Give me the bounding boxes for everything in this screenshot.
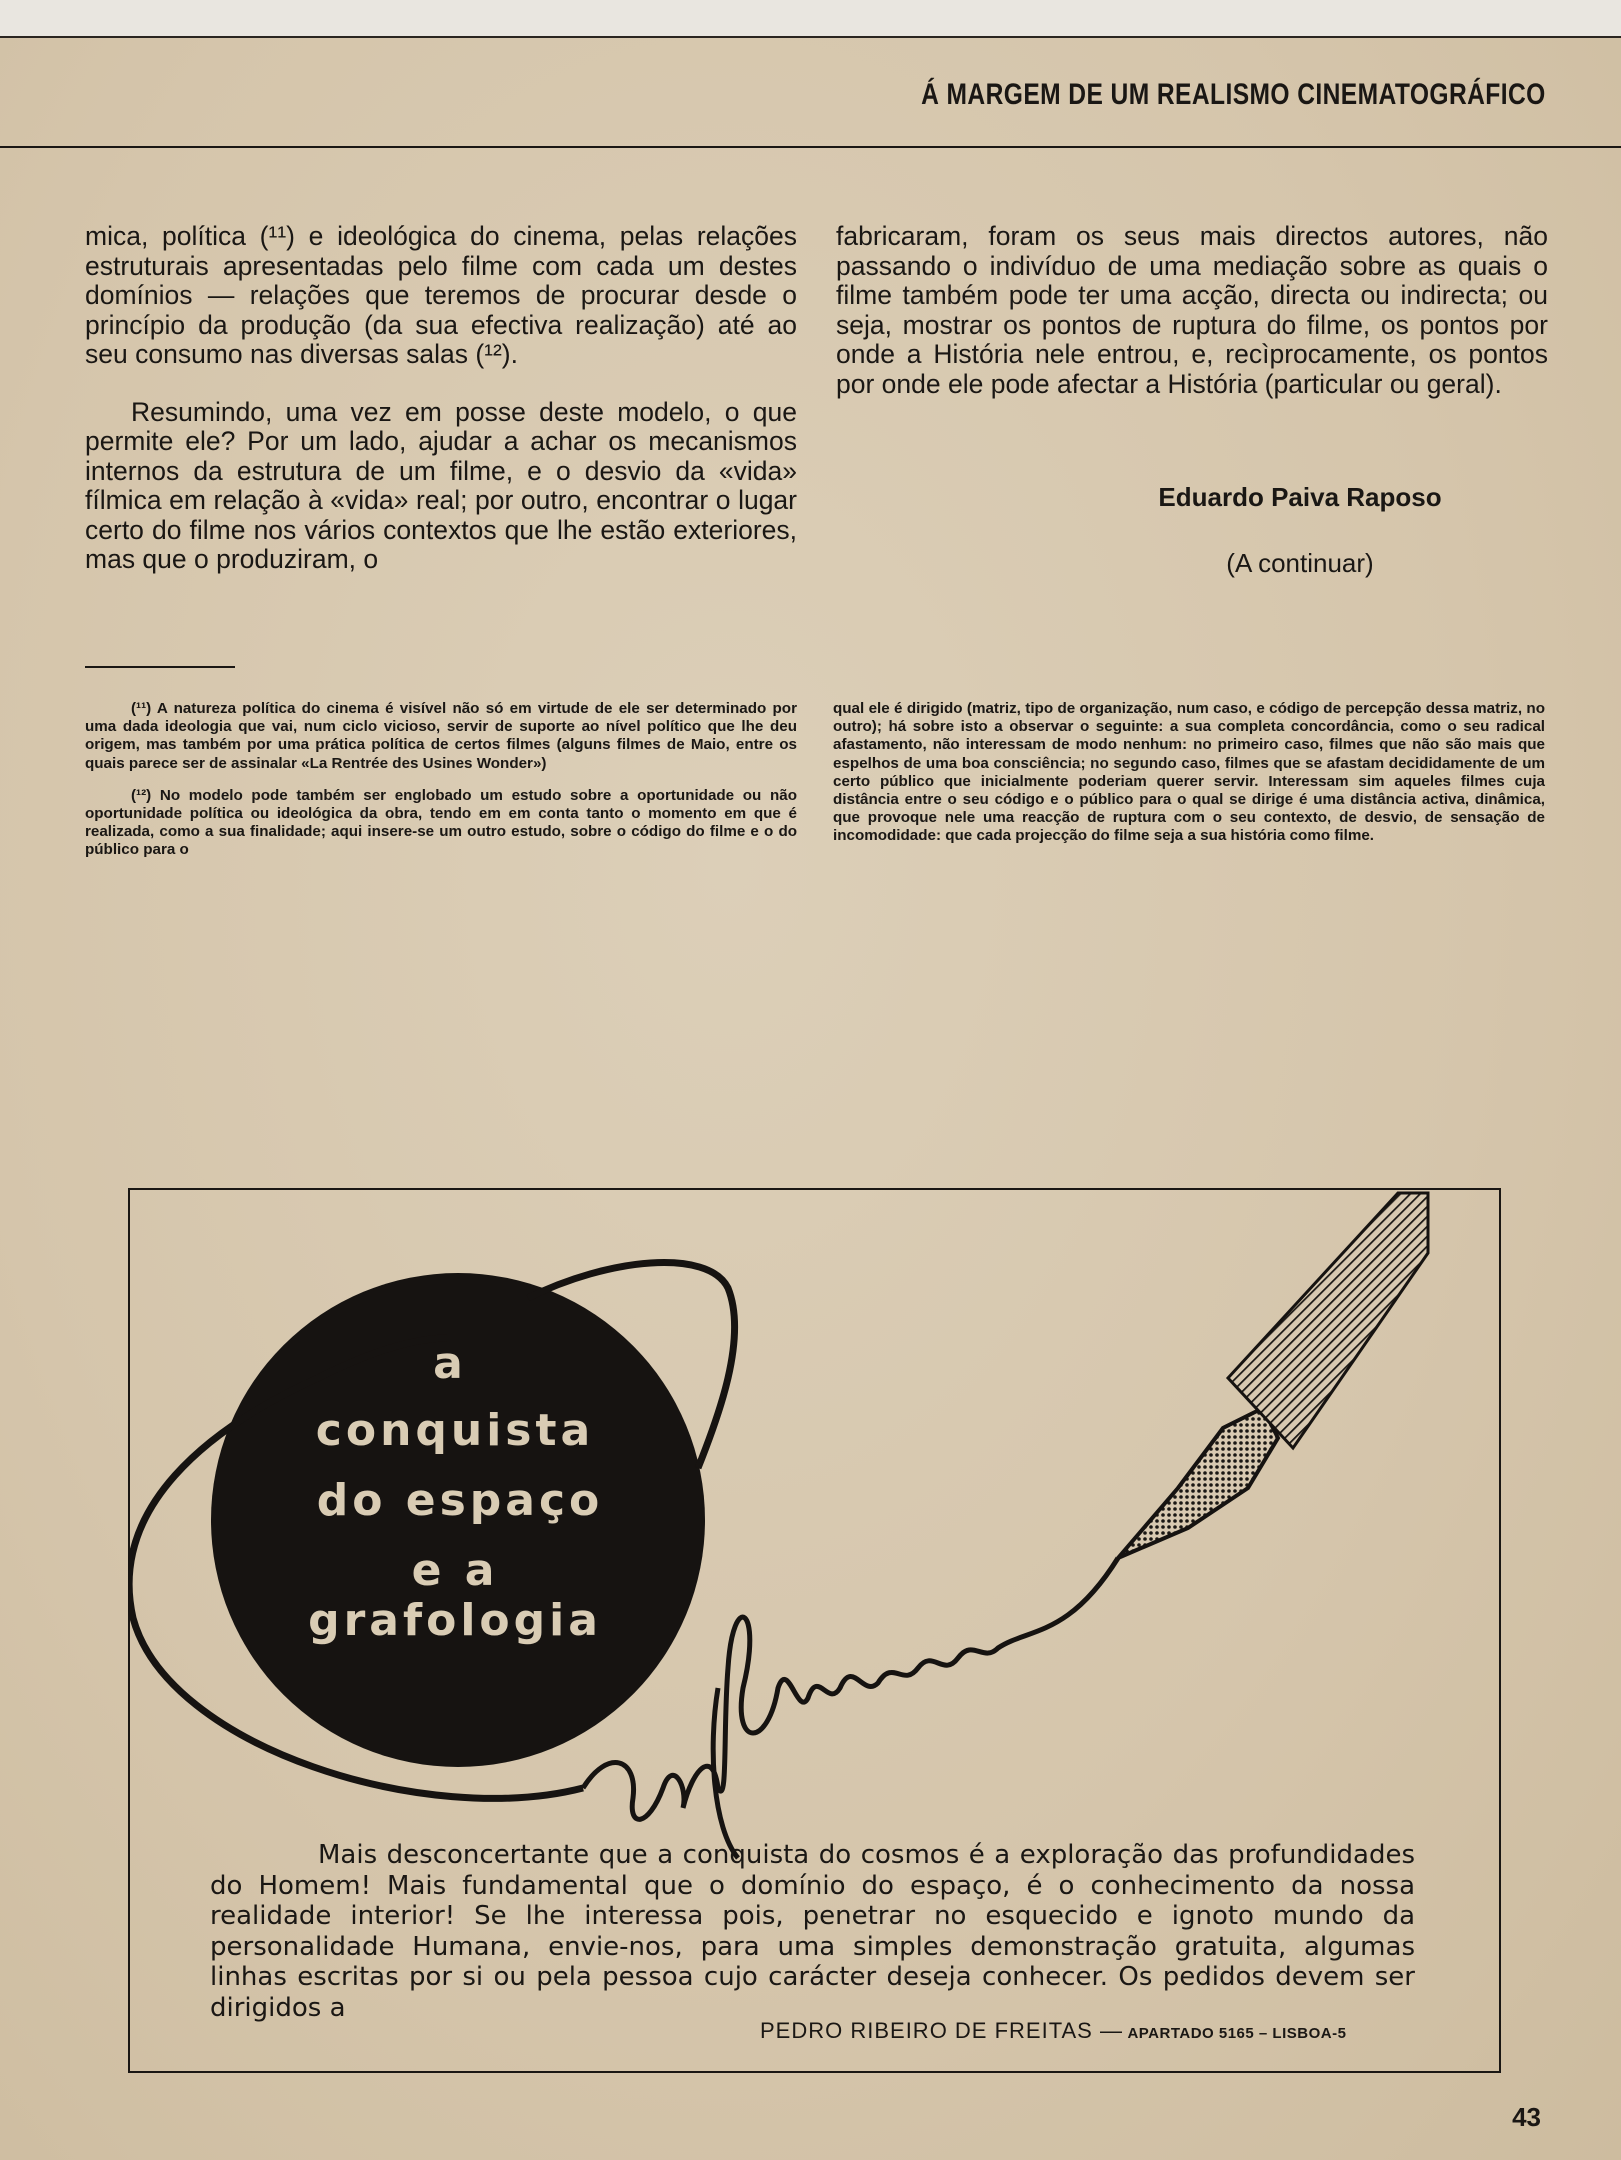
scan-top-edge [0, 0, 1621, 38]
article-right-column [836, 222, 1548, 427]
pen-body-icon [1228, 1193, 1428, 1448]
globe-line: e a [411, 1545, 499, 1596]
continuation-note: (A continuar) [1226, 548, 1374, 578]
ad-body-text [210, 1840, 1415, 2023]
article-paragraph: Resumindo, uma vez em posse deste modelo, o que permite ele? Por um lado, ajudar a achar os mecanismos internos da estrutura de um filme, e o desvio da «vida» fílmica em relação à «vida» real; por outro, encontrar o lugar certo do filme nos vários contextos que lhe estão exteriores, mas que o produziram, o [85, 396, 797, 574]
header-rule [0, 146, 1621, 148]
globe-line: a [433, 1338, 467, 1389]
footnote: (¹²) No modelo pode também ser englobado um estudo sobre a oportunidade ou não oportunidade política ou ideológica da obra, tendo em em conta tanto o momento em que é realizada, como a sua finalidade; aqui insere-se um outro estudo, sobre o código do filme e o do público para o [85, 786, 797, 859]
ad-paragraph: Mais desconcertante que a conquista do cosmos é a exploração das profundidades do Homem! Mais fundamental que o domínio do espaço, é o conhecimento da nossa realidade interior! Se lhe interessa pois, penetrar no esquecido e ignoto mundo da personalidade Humana, envie-nos, para uma simples demonstração gratuita, algumas linhas escritas por si ou pela pessoa cujo carácter deseja conhecer. Os pedidos devem ser dirigidos a [210, 1840, 1415, 2023]
footnote-rule [85, 666, 235, 668]
pen-nib-icon [1118, 1408, 1278, 1558]
globe-line: grafologia [308, 1595, 602, 1646]
footnotes-right [833, 700, 1545, 860]
article-left-column [85, 222, 797, 603]
globe-line: conquista [315, 1405, 595, 1456]
globe-line: do espaço [316, 1475, 604, 1526]
page-number: 43 [1512, 2102, 1541, 2132]
running-title: Á MARGEM DE UM REALISMO CINEMATOGRÁFICO [921, 78, 1546, 111]
article-author: Eduardo Paiva Raposo [1158, 482, 1442, 512]
footnote: (¹¹) A natureza política do cinema é visível não só em virtude de ele ser determinado por uma dada ideologia que vai, num ciclo vicioso, servir de suporte ao nível político que lhe deu origem, mas também por uma prática política de certos filmes (alguns filmes de Maio, entre os quais parece ser de assinalar «La Rentrée des Usines Wonder») [85, 700, 797, 772]
footnotes-left [85, 700, 797, 874]
article-paragraph: mica, política (¹¹) e ideológica do cinema, pelas relações estruturais apresentadas pelo filme com cada um destes domínios — relações que teremos de procurar desde o princípio da produção (da sua efectiva realização) até ao seu consumo nas diversas salas (¹²). [85, 221, 797, 369]
article-paragraph: fabricaram, foram os seus mais directos autores, não passando o indivíduo de uma mediação sobre as quais o filme também pode ter uma acção, directa ou indirecta; ou seja, mostrar os pontos de ruptura do filme, os pontos por onde a História nele entrou, e, recìprocamente, os pontos por onde ele pode afectar a História (particular ou geral). [836, 221, 1548, 399]
ad-contact-name: PEDRO RIBEIRO DE FREITAS — [760, 2018, 1123, 2043]
footnote: qual ele é dirigido (matriz, tipo de organização, num caso, e código de percepção dessa matriz, no outro); há sobre isto a observar o seguinte: a sua completa concordância, como o seu radical afastamento, não interessam de modo nenhum: no primeiro caso, filmes que não são mais que espelhos de uma boa consciência; no segundo caso, filmes que se afastam decididamente de um certo público que inicialmente poderiam querer servir. Interessam sim aqueles filmes cuja distância entre o seu código e o público para o qual se dirige é uma distância activa, dinâmica, que provoque nele uma reacção de ruptura com o seu contexto, de desvio, de sensação de incomodidade: que cada projecção do filme seja a sua história como filme. [833, 700, 1545, 845]
ad-contact-address: APARTADO 5165 – LISBOA-5 [1127, 2025, 1347, 2042]
ad-contact [760, 2018, 1346, 2044]
